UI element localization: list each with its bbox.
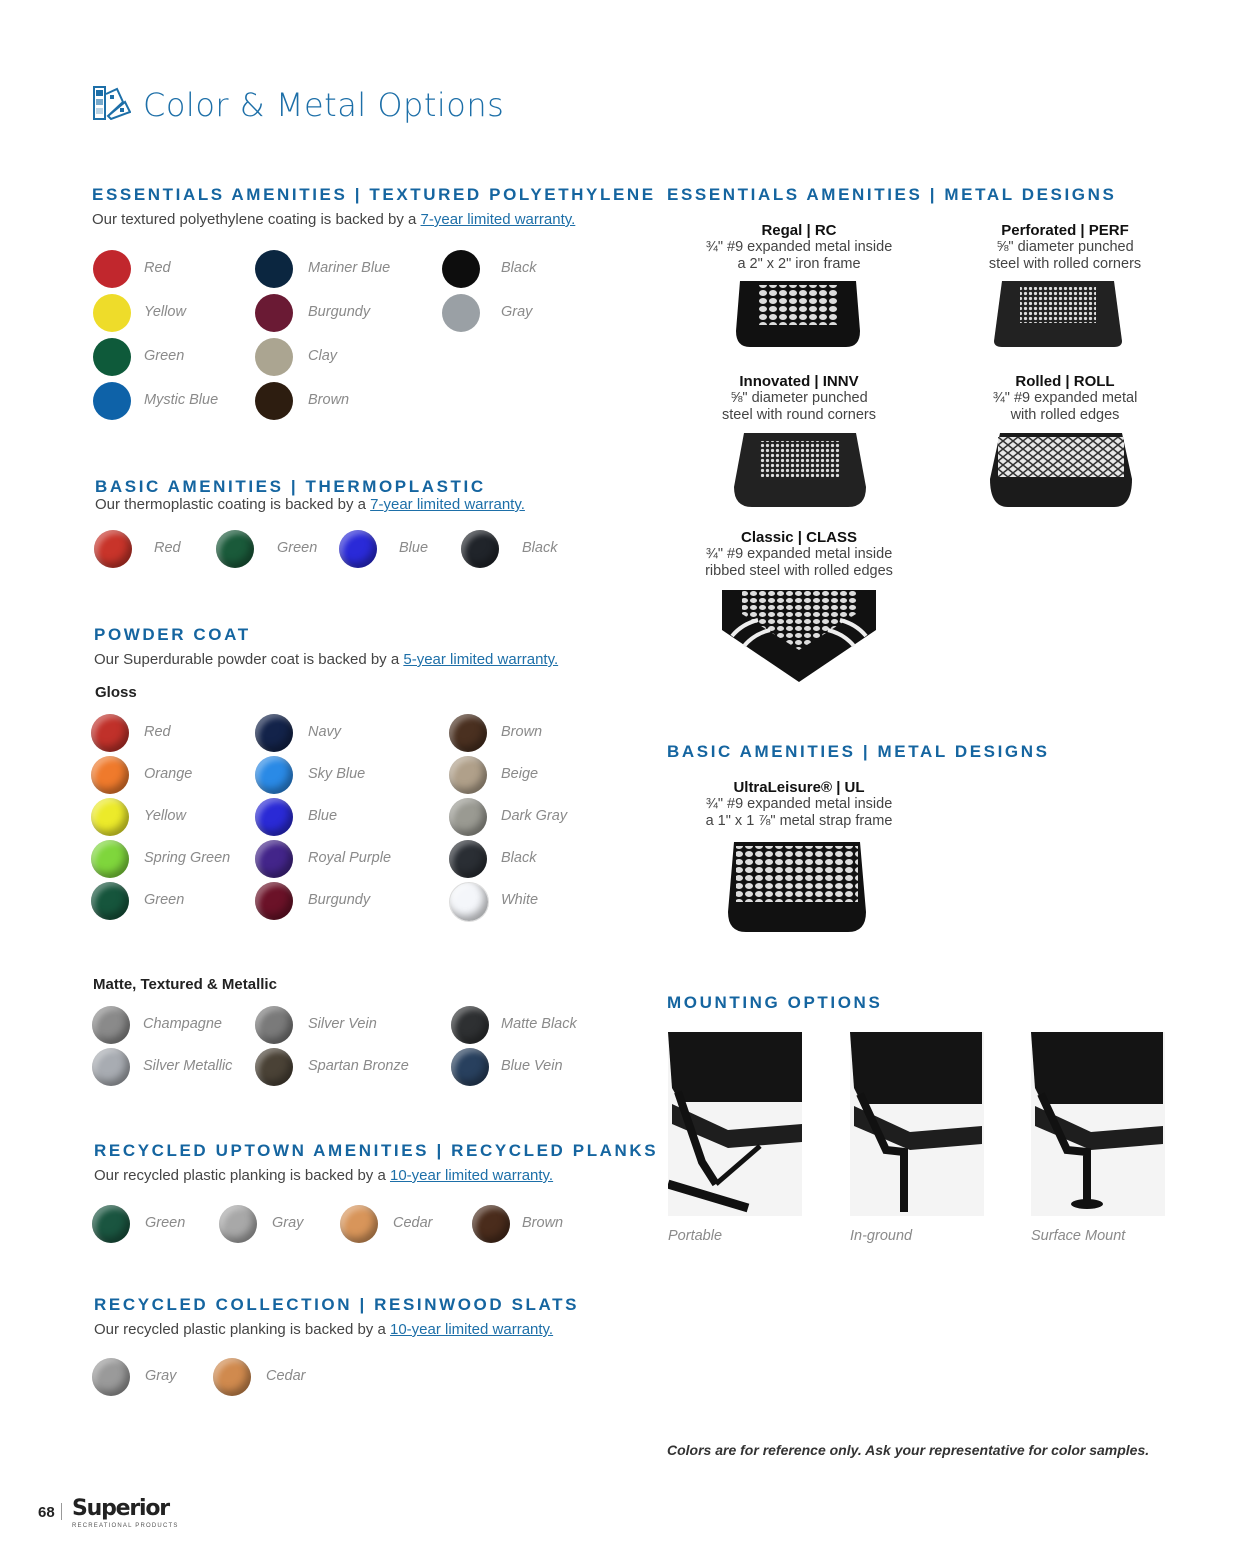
color-swatch (255, 382, 293, 420)
color-swatch-label: Gray (501, 304, 533, 320)
color-swatch-label: Burgundy (308, 304, 371, 320)
color-swatch-label: Red (144, 724, 171, 740)
color-swatch-label: Yellow (144, 304, 186, 320)
color-swatch-label: Brown (522, 1215, 564, 1231)
color-swatch (449, 714, 487, 752)
color-swatch (255, 338, 293, 376)
color-swatch (255, 1048, 293, 1086)
color-swatch (213, 1358, 251, 1396)
color-swatch-label: Mystic Blue (144, 392, 219, 408)
color-swatch-label: Royal Purple (308, 850, 392, 866)
color-swatch-label: Brown (308, 392, 350, 408)
color-swatch (255, 798, 293, 836)
color-swatch (255, 756, 293, 794)
color-swatch-label: Orange (144, 766, 193, 782)
color-swatch-label: Red (154, 540, 181, 556)
color-swatch-label: Green (145, 1215, 186, 1231)
color-swatch (449, 840, 487, 878)
page-number: 68 (38, 1504, 55, 1521)
color-swatch (449, 798, 487, 836)
color-swatch-label: Gray (272, 1215, 304, 1231)
metal-design-title: Perforated | PERF (1001, 222, 1129, 239)
color-swatch (442, 250, 480, 288)
section-heading-metal-essentials: ESSENTIALS AMENITIES | METAL DESIGNS (667, 185, 1117, 204)
color-swatch-label: Dark Gray (501, 808, 568, 824)
color-swatch-label: Beige (501, 766, 539, 782)
color-swatch (216, 530, 254, 568)
metal-design-title: Classic | CLASS (741, 529, 857, 546)
color-swatch (449, 756, 487, 794)
color-swatch (442, 294, 480, 332)
color-swatch (91, 714, 129, 752)
rolled-seat-image (988, 433, 1134, 509)
color-swatch-label: Silver Vein (308, 1016, 377, 1032)
color-swatch (92, 1048, 130, 1086)
section-heading-powder-coat: POWDER COAT (94, 625, 251, 644)
brand-tagline: RECREATIONAL PRODUCTS (72, 1523, 179, 1529)
metal-design-title: Innovated | INNV (739, 373, 859, 390)
color-swatch-label: Sky Blue (308, 766, 366, 782)
section-desc-essentials-poly: Our textured polyethylene coating is backed by a 7-year limited warranty. (92, 211, 576, 228)
section-desc-recycled-collection: Our recycled plastic planking is backed by a 10-year limited warranty. (94, 1321, 554, 1338)
warranty-link[interactable]: 7-year limited warranty. (420, 211, 576, 228)
metal-design-desc: steel with round corners (722, 407, 876, 423)
metal-design-title: Regal | RC (761, 222, 837, 239)
color-swatch (93, 338, 131, 376)
color-swatch-label: Mariner Blue (308, 260, 391, 276)
innovated-seat-image (730, 433, 870, 509)
color-swatch (94, 530, 132, 568)
color-swatch-label: Silver Metallic (143, 1058, 233, 1074)
ultraleisure-seat-image (724, 842, 870, 934)
brand-logo: Superior (72, 1496, 169, 1521)
color-swatch-label: Black (501, 850, 537, 866)
color-swatch (91, 840, 129, 878)
portable-mount-image (668, 1032, 802, 1216)
section-heading-basic-thermo: BASIC AMENITIES | THERMOPLASTIC (95, 477, 486, 496)
color-swatch (339, 530, 377, 568)
color-swatch (340, 1205, 378, 1243)
metal-design-desc: a 2" x 2" iron frame (737, 256, 861, 272)
color-swatch (92, 1006, 130, 1044)
metal-design-rolled (915, 373, 1215, 424)
mount-label-in-ground: In-ground (850, 1228, 913, 1244)
color-swatch-label: Brown (501, 724, 543, 740)
warranty-link[interactable]: 5-year limited warranty. (403, 651, 559, 668)
metal-design-classic (649, 529, 949, 580)
mount-label-surface: Surface Mount (1031, 1228, 1126, 1244)
page-title: Color & Metal Options (143, 86, 505, 124)
color-swatch (255, 840, 293, 878)
section-desc-recycled-uptown: Our recycled plastic planking is backed by a 10-year limited warranty. (94, 1167, 554, 1184)
color-swatch-label: Spring Green (144, 850, 231, 866)
metal-design-desc: ¾" #9 expanded metal inside (705, 239, 893, 255)
gloss-subheading: Gloss (95, 684, 137, 701)
metal-design-title: Rolled | ROLL (1015, 373, 1115, 390)
color-swatch-label: Cedar (266, 1368, 306, 1384)
metal-design-perforated (915, 222, 1215, 273)
section-heading-recycled-collection: RECYCLED COLLECTION | RESINWOOD SLATS (94, 1295, 580, 1314)
color-swatch-icon (93, 86, 131, 120)
color-swatch-label: Green (144, 892, 185, 908)
in-ground-mount-image (850, 1032, 984, 1216)
color-swatch (93, 294, 131, 332)
color-swatch-label: Navy (308, 724, 342, 740)
metal-design-regal (649, 222, 949, 273)
color-swatch-label: Black (501, 260, 537, 276)
metal-design-title: UltraLeisure® | UL (733, 779, 865, 796)
section-heading-essentials-poly: ESSENTIALS AMENITIES | TEXTURED POLYETHYLENE (92, 185, 656, 204)
color-swatch (255, 714, 293, 752)
surface-mount-image (1031, 1032, 1165, 1216)
metal-design-desc: ¾" #9 expanded metal inside (705, 796, 893, 812)
color-swatch-label: Blue Vein (501, 1058, 563, 1074)
warranty-link[interactable]: 10-year limited warranty. (389, 1321, 554, 1338)
section-desc-powder-coat: Our Superdurable powder coat is backed by a 5-year limited warranty. (94, 651, 559, 668)
section-heading-mounting: MOUNTING OPTIONS (667, 993, 883, 1012)
metal-design-desc: ribbed steel with rolled edges (705, 563, 893, 579)
perforated-seat-image (988, 281, 1128, 351)
color-swatch (255, 294, 293, 332)
color-swatch (92, 1205, 130, 1243)
color-swatch (255, 882, 293, 920)
warranty-link[interactable]: 10-year limited warranty. (389, 1167, 554, 1184)
color-swatch (472, 1205, 510, 1243)
color-swatch (219, 1205, 257, 1243)
regal-seat-image (728, 281, 868, 351)
color-swatch-label: Burgundy (308, 892, 371, 908)
classic-seat-image (722, 590, 876, 682)
section-desc-basic-thermo: Our thermoplastic coating is backed by a 7-year limited warranty. (95, 496, 525, 513)
color-swatch (92, 1358, 130, 1396)
color-swatch-label: Yellow (144, 808, 186, 824)
color-swatch-label: Black (522, 540, 558, 556)
color-swatch-label: Red (144, 260, 171, 276)
section-heading-recycled-uptown: RECYCLED UPTOWN AMENITIES | RECYCLED PLANKS (94, 1141, 659, 1160)
color-swatch (91, 756, 129, 794)
metal-design-desc: ⅝" diameter punched (730, 390, 868, 406)
section-heading-metal-basic: BASIC AMENITIES | METAL DESIGNS (667, 742, 1050, 761)
metal-design-desc: ⅝" diameter punched (996, 239, 1134, 255)
color-swatch (93, 382, 131, 420)
color-swatch-label: Green (144, 348, 185, 364)
warranty-link[interactable]: 7-year limited warranty. (370, 496, 525, 513)
metal-design-desc: steel with rolled corners (988, 256, 1142, 272)
color-swatch-label: Blue (399, 540, 429, 556)
mount-label-portable: Portable (668, 1228, 723, 1244)
metal-design-desc: with rolled edges (1010, 407, 1120, 423)
color-swatch-label: Matte Black (501, 1016, 577, 1032)
color-swatch (255, 1006, 293, 1044)
color-swatch-label: Spartan Bronze (308, 1058, 409, 1074)
color-swatch (461, 530, 499, 568)
footer-divider (61, 1503, 62, 1520)
color-swatch (451, 1048, 489, 1086)
color-swatch-label: White (501, 892, 539, 908)
color-swatch (449, 882, 489, 922)
metal-design-desc: ¾" #9 expanded metal (992, 390, 1138, 406)
color-swatch-label: Gray (145, 1368, 177, 1384)
color-swatch-label: Green (277, 540, 318, 556)
color-swatch (255, 250, 293, 288)
color-swatch (451, 1006, 489, 1044)
matte-subheading: Matte, Textured & Metallic (93, 976, 277, 993)
color-swatch (91, 798, 129, 836)
color-swatch-label: Cedar (393, 1215, 433, 1231)
color-swatch (93, 250, 131, 288)
metal-design-innovated (649, 373, 949, 424)
reference-note: Colors are for reference only. Ask your representative for color samples. (667, 1442, 1150, 1458)
metal-design-ultraleisure (644, 779, 954, 830)
color-swatch-label: Clay (308, 348, 338, 364)
color-swatch-label: Blue (308, 808, 338, 824)
metal-design-desc: ¾" #9 expanded metal inside (705, 546, 893, 562)
metal-design-desc: a 1" x 1 ⅞" metal strap frame (705, 813, 893, 829)
color-swatch-label: Champagne (143, 1016, 222, 1032)
color-swatch (91, 882, 129, 920)
